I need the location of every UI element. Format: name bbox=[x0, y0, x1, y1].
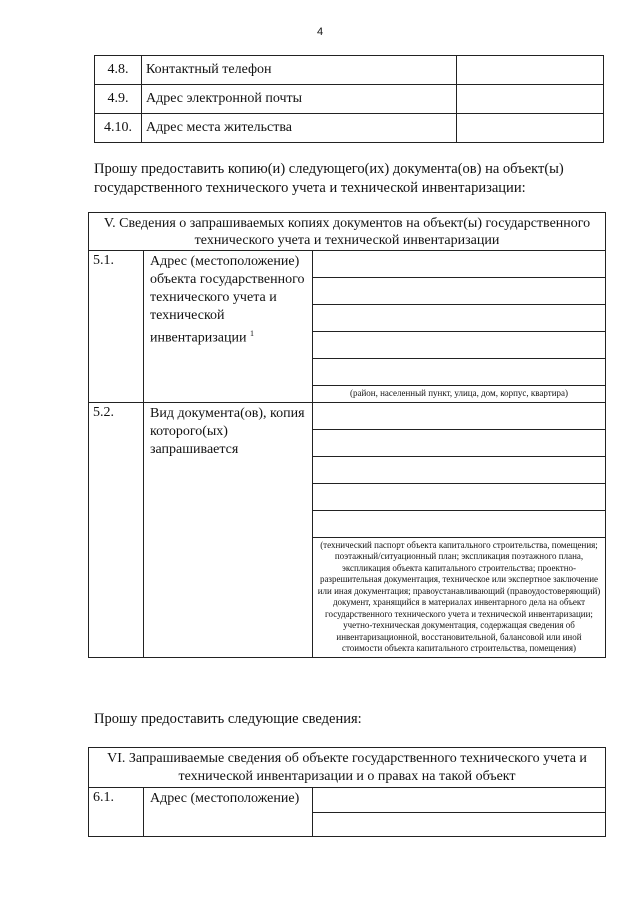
table-row bbox=[95, 56, 604, 85]
residence-address-field[interactable] bbox=[457, 114, 604, 143]
entry-lines bbox=[313, 403, 605, 538]
address-object-label: Адрес (местоположение) объекта государственного технического учета и технической инвентаризации bbox=[150, 254, 305, 346]
table-row bbox=[89, 788, 606, 837]
page-number: 4 bbox=[316, 26, 324, 38]
request-info-text: Прошу предоставить следующие сведения: bbox=[94, 711, 362, 727]
row-number: 5.2. bbox=[89, 402, 144, 657]
entry-line[interactable] bbox=[313, 484, 605, 511]
row-number: 4.10. bbox=[95, 114, 142, 143]
entry-line[interactable] bbox=[313, 511, 605, 538]
request-copies-text: Прошу предоставить копию(и) следующего(их) документа(ов) на объект(ы) государственного технического учета и технической инвентаризации: bbox=[94, 161, 564, 196]
entry-line[interactable] bbox=[313, 457, 605, 484]
entry-lines bbox=[313, 788, 605, 813]
object-address-field[interactable] bbox=[313, 251, 606, 403]
entry-line[interactable] bbox=[313, 359, 605, 386]
section-6-header: VI. Запрашиваемые сведения об объекте государственного технического учета и технической инвентаризации и о правах на такой объект bbox=[89, 748, 606, 788]
field-hint: (технический паспорт объекта капитального строительства, помещения; поэтажный/ситуационный план; экспликация поэтажного плана, экспликация объекта капитального строительства; проектно-разрешительная документация, техническое или экспертное заключение или иная документация; правоустанавливающий (правоудостоверяющий) документ, хранящийся в материалах инвентарного дела на объект государственного технического учета и технической инвентаризации; учетно-техническая документация, содержащая сведения об инвентаризационной, восстановительной, балансовой или иной стоимости объекта капитального строительства, помещения) bbox=[317, 539, 601, 653]
entry-line[interactable] bbox=[313, 251, 605, 278]
entry-line[interactable] bbox=[313, 403, 605, 430]
row-number: 5.1. bbox=[89, 251, 144, 403]
entry-line[interactable] bbox=[313, 788, 605, 813]
section-header-row bbox=[89, 748, 606, 788]
table-row bbox=[89, 402, 606, 657]
entry-line[interactable] bbox=[313, 305, 605, 332]
table-row bbox=[95, 85, 604, 114]
row-label: Адрес места жительства bbox=[142, 114, 457, 143]
table-row bbox=[95, 114, 604, 143]
table-row bbox=[89, 251, 606, 403]
row-label: Вид документа(ов), копия которого(ых) запрашивается bbox=[144, 402, 313, 657]
entry-line[interactable] bbox=[313, 430, 605, 457]
entry-line[interactable] bbox=[313, 332, 605, 359]
row-label: Контактный телефон bbox=[142, 56, 457, 85]
section-5-header: V. Сведения о запрашиваемых копиях документов на объект(ы) государственного технического учета и технической инвентаризации bbox=[89, 213, 606, 251]
location-address-field[interactable] bbox=[313, 788, 606, 837]
footnote-marker: 1 bbox=[249, 329, 254, 338]
section-header-row bbox=[89, 213, 606, 251]
entry-line[interactable] bbox=[313, 278, 605, 305]
row-label bbox=[144, 251, 313, 403]
email-field[interactable] bbox=[457, 85, 604, 114]
section-5-table bbox=[88, 212, 606, 658]
row-number: 6.1. bbox=[89, 788, 144, 837]
entry-lines bbox=[313, 251, 605, 386]
row-number: 4.9. bbox=[95, 85, 142, 114]
row-label: Адрес электронной почты bbox=[142, 85, 457, 114]
field-hint: (район, населенный пункт, улица, дом, корпус, квартира) bbox=[349, 388, 569, 398]
row-label: Адрес (местоположение) bbox=[144, 788, 313, 837]
section-6-table bbox=[88, 747, 606, 837]
contact-info-table bbox=[94, 55, 604, 143]
document-type-field[interactable] bbox=[313, 402, 606, 657]
contact-phone-field[interactable] bbox=[457, 56, 604, 85]
row-number: 4.8. bbox=[95, 56, 142, 85]
